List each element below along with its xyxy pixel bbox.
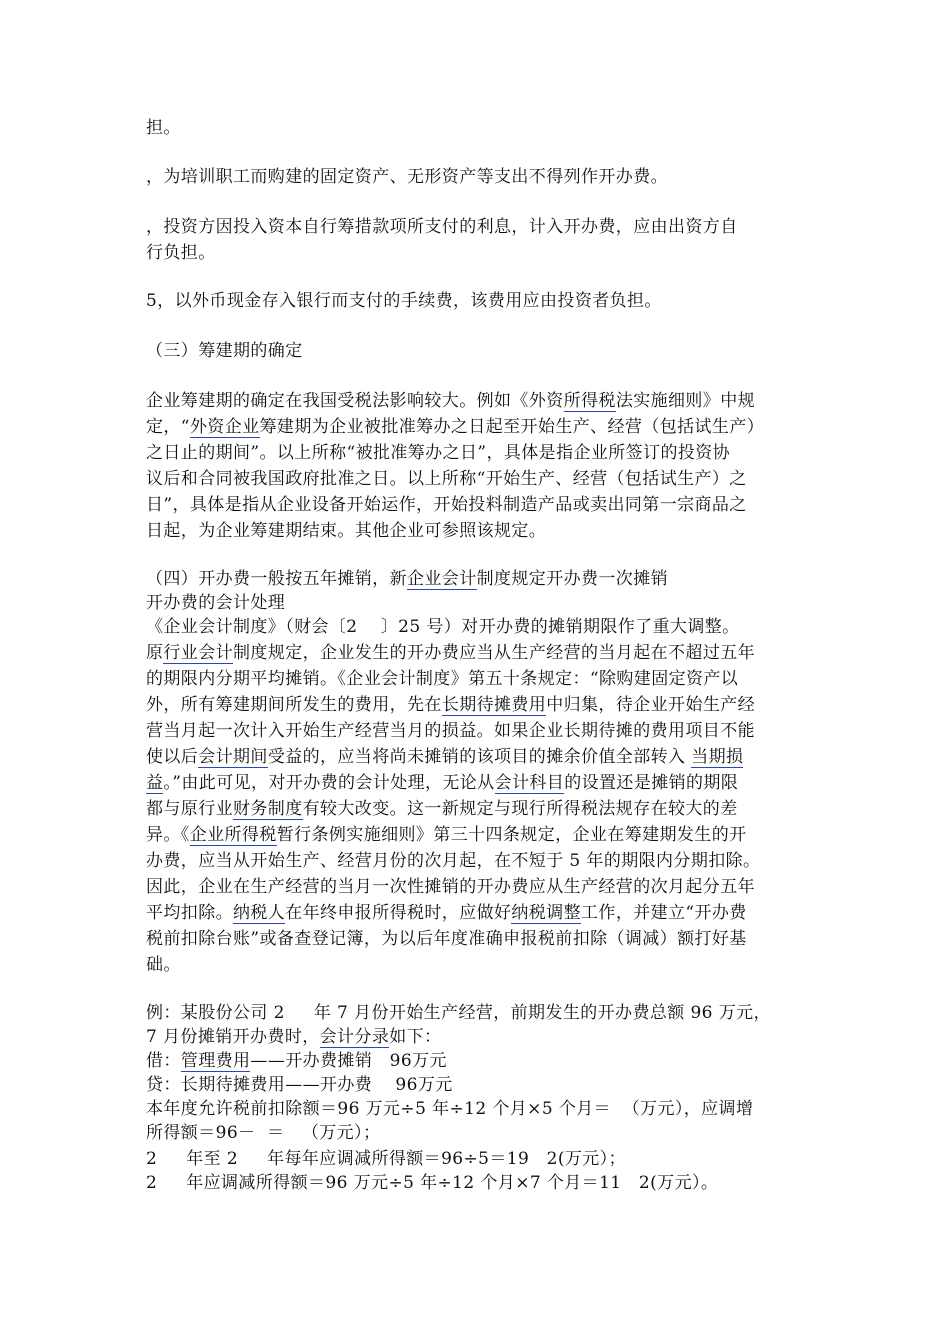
- text-run: 2 年至 2 年每年应调减所得额＝96÷5＝19 2(万元）；: [146, 1149, 626, 1169]
- text-line: [146, 640, 755, 666]
- text-run: 办费，应当从开始生产、经营月份的次月起，在不短于 5 年的期限内分期扣除。: [146, 851, 761, 871]
- text-line: [146, 952, 181, 978]
- text-line: [146, 666, 738, 692]
- hyperlink[interactable]: 财务制度: [233, 799, 303, 819]
- text-run: 外，所有筹建期间所发生的费用，先在: [146, 695, 442, 715]
- text-run: 例：某股份公司 2 年 7 月份开始生产经营，前期发生的开办费总额 96 万元，: [146, 1003, 771, 1023]
- hyperlink[interactable]: 会计期间: [198, 747, 268, 767]
- text-line: [146, 744, 743, 770]
- text-line: [146, 822, 747, 848]
- text-run: （三）筹建期的确定: [146, 341, 303, 361]
- text-run: 2 年应调减所得额＝96 万元÷5 年÷12 个月×7 个月＝11 2(万元）。: [146, 1173, 719, 1193]
- text-line: [146, 926, 747, 952]
- text-run: 筹建期为企业被批准筹办之日起至开始生产、经营（包括试生产）: [259, 417, 765, 437]
- text-run: 有较大改变。这一新规定与现行所得税法规存在较大的差: [302, 799, 738, 819]
- text-line: [146, 214, 738, 240]
- text-run: 暂行条例实施细则》第三十四条规定，企业在筹建期发生的开: [276, 825, 747, 845]
- text-line: [146, 164, 668, 190]
- text-run: 平均扣除。: [146, 903, 233, 923]
- text-run: 日”，具体是指从企业设备开始运作，开始投料制造产品或卖出同第一宗商品之: [146, 495, 747, 515]
- hyperlink[interactable]: 管理费用: [180, 1051, 251, 1071]
- text-line: [146, 1024, 441, 1050]
- hyperlink[interactable]: 长期待摊费用: [441, 695, 547, 715]
- text-run: 制度规定开办费一次摊销: [476, 569, 669, 589]
- text-line: [146, 848, 760, 874]
- hyperlink[interactable]: 会计科目: [494, 773, 565, 793]
- text-line: [146, 900, 747, 926]
- text-run: 企业筹建期的确定在我国受税法影响较大。例如《外资: [146, 391, 564, 411]
- hyperlink[interactable]: 外资企业: [189, 417, 260, 437]
- text-line: [146, 414, 764, 440]
- text-run: 受益的，应当将尚未摊销的该项目的摊余价值全部转入: [267, 747, 692, 767]
- text-line: [146, 614, 740, 640]
- text-line: [146, 466, 747, 492]
- text-run: ，为培训职工而购建的固定资产、无形资产等支出不得列作开办费。: [146, 167, 668, 187]
- text-line: [146, 1072, 453, 1098]
- text-run: 议后和合同被我国政府批准之日。以上所称“开始生产、经营（包括试生产）之: [146, 469, 747, 489]
- hyperlink[interactable]: 当期损: [691, 747, 744, 767]
- text-run: 贷：长期待摊费用——开办费 96万元: [146, 1075, 453, 1095]
- text-line: [146, 240, 216, 266]
- text-run: 7 月份摊销开办费时，: [146, 1027, 320, 1047]
- hyperlink[interactable]: 纳税人: [233, 903, 286, 923]
- hyperlink[interactable]: 会计分录: [319, 1027, 390, 1047]
- text-run: 的设置还是摊销的期限: [564, 773, 739, 793]
- text-run: 异。《: [146, 825, 190, 845]
- text-line: [146, 718, 755, 744]
- text-line: [146, 388, 755, 414]
- text-line: [146, 796, 738, 822]
- hyperlink[interactable]: 行业会计: [163, 643, 234, 663]
- hyperlink[interactable]: 纳税调整: [511, 903, 582, 923]
- hyperlink[interactable]: 企业所得税: [189, 825, 277, 845]
- text-run: 在年终申报所得税时，应做好: [285, 903, 512, 923]
- text-run: 营当月起一次计入开始生产经营当月的损益。如果企业长期待摊的费用项目不能: [146, 721, 755, 741]
- text-run: 5，以外币现金存入银行而支付的手续费，该费用应由投资者负担。: [146, 291, 662, 311]
- text-line: [146, 288, 662, 314]
- text-run: ，投资方因投入资本自行筹措款项所支付的利息，计入开办费，应由出资方自: [146, 217, 738, 237]
- text-run: 如下：: [389, 1027, 442, 1047]
- text-run: 行负担。: [146, 243, 216, 263]
- text-run: 工作，并建立“开办费: [581, 903, 747, 923]
- text-run: 因此，企业在生产经营的当月一次性摊销的开办费应从生产经营的次月起分五年: [146, 877, 755, 897]
- text-run: 本年度允许税前扣除额＝96 万元÷5 年÷12 个月×5 个月＝ （万元），应调增: [146, 1099, 754, 1119]
- text-line: [146, 590, 285, 616]
- text-line: [146, 770, 738, 796]
- text-run: 日起，为企业筹建期结束。其他企业可参照该规定。: [146, 521, 547, 541]
- text-run: 原: [146, 643, 164, 663]
- text-line: [146, 492, 747, 518]
- text-line: [146, 566, 668, 592]
- text-run: 中归集，待企业开始生产经: [546, 695, 756, 715]
- hyperlink[interactable]: 益: [146, 773, 164, 793]
- text-run: 之日止的期间”。以上所称“被批准筹办之日”，具体是指企业所签订的投资协: [146, 443, 731, 463]
- text-line: [146, 1146, 626, 1172]
- text-line: [146, 440, 730, 466]
- hyperlink[interactable]: 所得税: [563, 391, 616, 411]
- text-line: [146, 518, 546, 544]
- text-line: [146, 338, 303, 364]
- text-run: 《企业会计制度》（财会〔2 〕25 号）对开办费的摊销期限作了重大调整。: [146, 617, 740, 637]
- text-run: ——开办费摊销 96万元: [250, 1051, 447, 1071]
- text-run: 使以后: [146, 747, 199, 767]
- text-line: [146, 1048, 447, 1074]
- text-run: 。”由此可见，对开办费的会计处理，无论从: [163, 773, 495, 793]
- text-run: 的期限内分期平均摊销。《企业会计制度》第五十条规定：“除购建固定资产以: [146, 669, 739, 689]
- text-run: 借：: [146, 1051, 181, 1071]
- text-line: [146, 874, 755, 900]
- text-run: 制度规定，企业发生的开办费应当从生产经营的当月起在不超过五年: [233, 643, 756, 663]
- text-line: [146, 115, 181, 141]
- text-run: 础。: [146, 955, 181, 975]
- hyperlink[interactable]: 企业会计: [407, 569, 477, 589]
- text-run: 担。: [146, 118, 181, 138]
- text-line: [146, 1120, 380, 1146]
- text-run: 所得额＝96－ ＝ （万元）；: [146, 1123, 381, 1143]
- text-run: 税前扣除台账”或备查登记簿，为以后年度准确申报税前扣除（调减）额打好基: [146, 929, 747, 949]
- text-line: [146, 1170, 718, 1196]
- text-run: 开办费的会计处理: [146, 593, 286, 613]
- text-run: 都与原行业: [146, 799, 233, 819]
- text-run: 法实施细则》中规: [615, 391, 756, 411]
- text-line: [146, 1000, 771, 1026]
- text-line: [146, 692, 755, 718]
- text-run: （四）开办费一般按五年摊销，新: [146, 569, 407, 589]
- text-run: 定，“: [146, 417, 190, 437]
- text-line: [146, 1096, 753, 1122]
